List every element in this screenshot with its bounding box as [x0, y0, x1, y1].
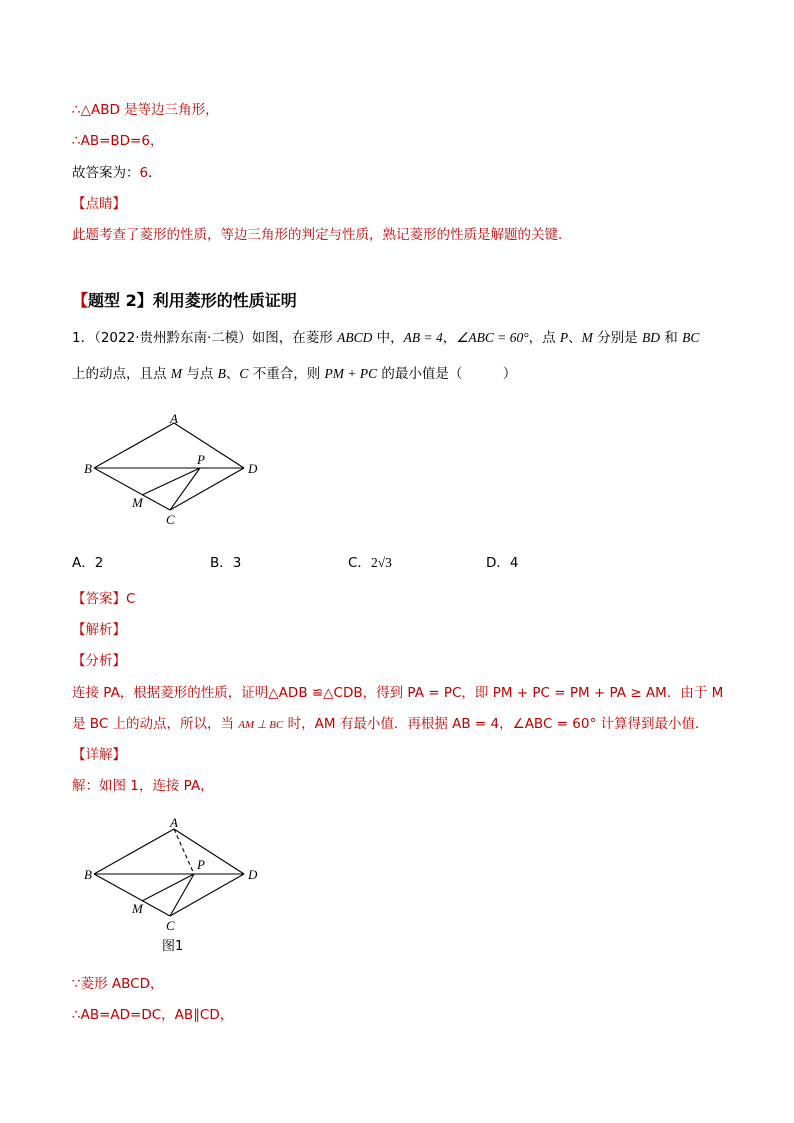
edge-ad: [174, 423, 244, 468]
q1-text-a: 1．（2022·贵州黔东南·二模）如图，在菱形: [72, 330, 338, 346]
solution-step-2: ∵菱形 ABCD，: [72, 976, 164, 992]
option-b[interactable]: B．3: [210, 555, 242, 571]
edge-ba: [94, 423, 174, 468]
q2-pm-pc: PM + PC: [324, 366, 378, 381]
figure-caption: 图1: [162, 939, 184, 954]
rhombus-figure-question: [80, 408, 270, 528]
q1-abcd: ABCD: [337, 330, 373, 345]
dianjing-label: 【点睛】: [72, 196, 126, 212]
q2-tail: 的最小值是（ ）: [377, 366, 517, 382]
answer-choice: C: [126, 591, 136, 607]
q1-m: M: [581, 330, 593, 345]
answer-period: ．: [148, 165, 162, 181]
q2-m: M: [170, 366, 183, 381]
edge-dc: [170, 468, 244, 510]
solution-line-answer: [72, 163, 162, 183]
segment-pm: [142, 468, 200, 495]
q1-bd: BD: [641, 330, 660, 345]
label-a: A: [170, 815, 178, 830]
q1-comma: ，: [442, 330, 457, 346]
analysis-line-1: 连接 PA，根据菱形的性质，证明△ADB ≌△CDB，得到 PA = PC，即 PM + PC = PM + PA ≥ AM．由于 M: [72, 685, 724, 701]
q2-sep: 、: [225, 366, 240, 382]
question-line-2: [72, 364, 516, 384]
heading-bracket-left: 【: [72, 291, 89, 310]
heading-type: 题型 2: [88, 291, 137, 310]
analysis-line-2: [72, 714, 709, 735]
q2-c: C: [239, 366, 249, 381]
q1-ab-eq: AB = 4: [403, 330, 443, 345]
q1-bc: BC: [682, 330, 700, 345]
option-a[interactable]: A．2: [72, 555, 104, 571]
dianjing-text: 此题考查了菱形的性质，等边三角形的判定与性质，熟记菱形的性质是解题的关键．: [72, 227, 572, 243]
xiangjie-label: 【详解】: [72, 747, 126, 763]
answer-prefix: 故答案为：: [72, 165, 140, 181]
q1-p: P: [559, 330, 569, 345]
q1-angle: ∠ABC = 60°: [456, 330, 529, 345]
label-m: M: [132, 901, 143, 916]
label-d: D: [248, 867, 258, 882]
edge-ba: [94, 829, 174, 874]
label-d: D: [248, 461, 258, 476]
analysis-2c: 时，AM 有最小值．再根据 AB = 4，∠ABC = 60° 计算得到最小值．: [283, 716, 709, 732]
solution-step-1: 解：如图 1，连接 PA，: [72, 778, 214, 794]
solution-step-3: ∴AB=AD=DC，AB∥CD，: [72, 1007, 234, 1023]
option-d[interactable]: D．4: [486, 555, 519, 571]
q2-text-g: 不重合，则: [248, 366, 325, 382]
q1-text-g: ，点: [528, 330, 560, 346]
jiexi-label: 【解析】: [72, 622, 126, 638]
label-p: P: [197, 857, 205, 872]
label-c: C: [166, 918, 175, 933]
answer-line: [72, 589, 135, 609]
label-b: B: [84, 461, 92, 476]
q2-text-c: 与点: [182, 366, 218, 382]
q1-text-k: 分别是: [592, 330, 642, 346]
option-c[interactable]: [348, 553, 392, 573]
q1-and: 和: [659, 330, 683, 346]
heading-title: 】利用菱形的性质证明: [136, 291, 297, 310]
fenxi-label: 【分析】: [72, 653, 126, 669]
label-c: C: [166, 512, 175, 527]
q2-text-a: 上的动点，且点: [72, 366, 171, 382]
solution-line-equilateral: ∴△ABD 是等边三角形，: [72, 102, 219, 118]
q1-text-c: 中，: [372, 330, 404, 346]
label-p: P: [197, 452, 205, 467]
answer-value: 6: [139, 165, 149, 181]
q1-sep: 、: [568, 330, 582, 346]
answer-label: 【答案】: [72, 591, 126, 607]
solution-line-ab-bd: ∴AB=BD=6，: [72, 133, 164, 149]
label-a: A: [170, 411, 178, 426]
analysis-perp: AM ⊥ BC: [238, 719, 284, 731]
option-c-prefix: C．: [348, 555, 371, 571]
label-m: M: [132, 495, 143, 510]
analysis-2a: 是 BC 上的动点，所以，当: [72, 716, 239, 732]
question-line-1: [72, 328, 699, 348]
option-c-value: 2√3: [370, 555, 392, 570]
section-heading: [72, 291, 297, 311]
q2-b: B: [217, 366, 226, 381]
segment-pc: [170, 468, 200, 510]
label-b: B: [84, 867, 92, 882]
